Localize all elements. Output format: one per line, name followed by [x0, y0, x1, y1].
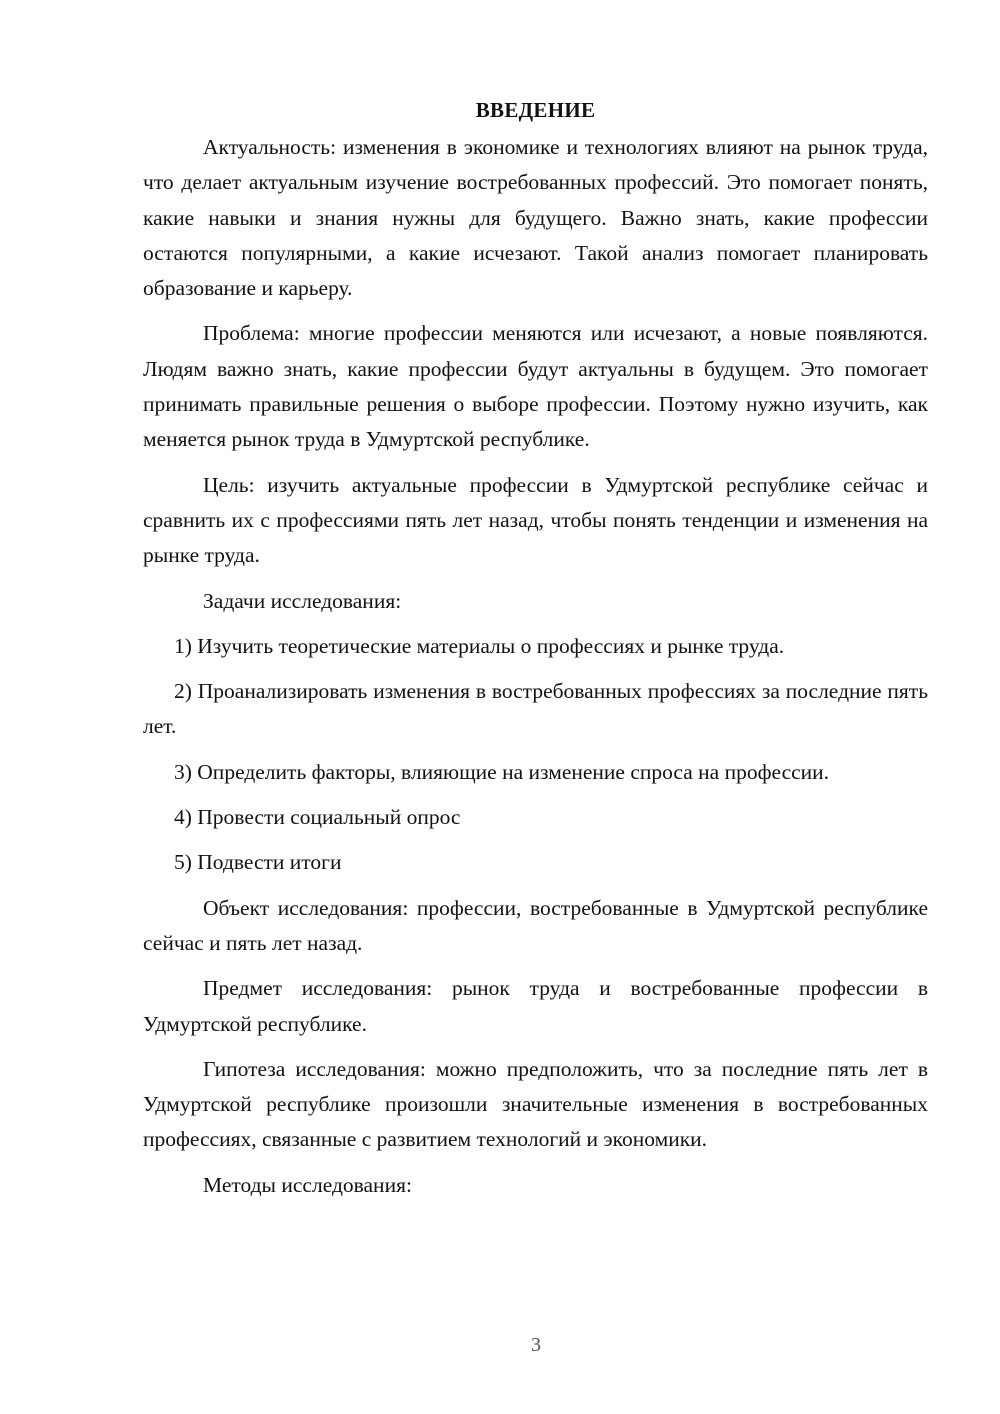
paragraph-object: Объект исследования: профессии, востребованные в Удмуртской республике сейчас и пять лет назад.: [143, 895, 928, 955]
task-item-2: 2) Проанализировать изменения в востребованных профессиях за последние пять лет.: [143, 679, 928, 739]
task-item-4: 4) Провести социальный опрос: [174, 805, 461, 830]
paragraph-tasks-heading: Задачи исследования:: [203, 588, 402, 613]
task-item-5: 5) Подвести итоги: [174, 850, 342, 875]
task-item-1: 1) Изучить теоретические материалы о профессиях и рынке труда.: [174, 633, 785, 658]
paragraph-hypothesis: Гипотеза исследования: можно предположить, что за последние пять лет в Удмуртской республике произошли значительные изменения в востребованных профессиях, связанные с развитием технологий и экономики.: [143, 1056, 928, 1152]
paragraph-methods-heading: Методы исследования:: [203, 1172, 412, 1197]
paragraph-goal: Цель: изучить актуальные профессии в Удмуртской республике сейчас и сравнить их с профессиями пять лет назад, чтобы понять тенденции и изменения на рынке труда.: [143, 472, 928, 568]
paragraph-subject: Предмет исследования: рынок труда и востребованные профессии в Удмуртской республике.: [143, 976, 928, 1036]
page-number: 3: [531, 1334, 541, 1356]
paragraph-problem: Проблема: многие профессии меняются или исчезают, а новые появляются. Людям важно знать, какие профессии будут актуальны в будущем. Это помогает принимать правильные решения о выборе профессии. Поэтому нужно изучить, как меняется рынок труда в Удмуртской республике.: [143, 321, 928, 452]
paragraph-relevance: Актуальность: изменения в экономике и технологиях влияют на рынок труда, что делает актуальным изучение востребованных профессий. Это помогает понять, какие навыки и знания нужны для будущего. Важно знать, какие профессии остаются популярными, а какие исчезают. Такой анализ помогает планировать образование и карьеру.: [143, 135, 928, 301]
page-content: [143, 90, 928, 1203]
task-item-3: 3) Определить факторы, влияющие на изменение спроса на профессии.: [174, 759, 830, 784]
section-title: ВВЕДЕНИЕ: [475, 98, 596, 122]
